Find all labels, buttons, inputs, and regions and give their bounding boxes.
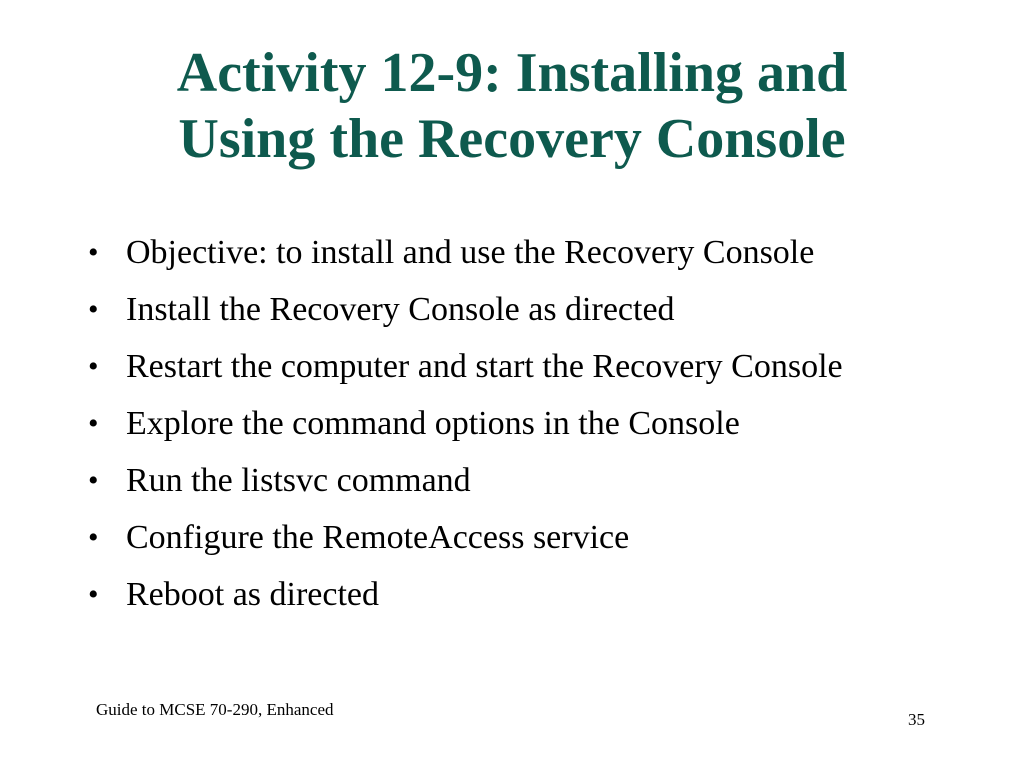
bullet-text: Restart the computer and start the Recovery Console <box>126 348 843 385</box>
bullet-text: Reboot as directed <box>126 576 380 613</box>
bullet-icon: • <box>88 350 99 383</box>
bullet-text: Objective: to install and use the Recovery Console <box>126 234 815 271</box>
bullet-text: Install the Recovery Console as directed <box>126 291 675 328</box>
slide-title <box>0 40 1024 172</box>
bullet-icon: • <box>88 407 99 440</box>
bullet-item <box>86 572 946 618</box>
bullet-item <box>86 401 946 447</box>
bullet-text: Run the listsvc command <box>126 462 471 499</box>
slide-title-line-1: Activity 12-9: Installing and <box>176 42 848 104</box>
footer-text: Guide to MCSE 70-290, Enhanced <box>96 700 334 719</box>
bullet-item <box>86 515 946 561</box>
bullet-icon: • <box>88 578 99 611</box>
bullet-list <box>86 230 946 629</box>
bullet-text: Explore the command options in the Console <box>126 405 740 442</box>
bullet-text: Configure the RemoteAccess service <box>126 519 630 556</box>
bullet-item <box>86 230 946 276</box>
page-number: 35 <box>908 710 925 729</box>
bullet-item <box>86 458 946 504</box>
bullet-item <box>86 344 946 390</box>
bullet-icon: • <box>88 464 99 497</box>
bullet-icon: • <box>88 236 99 269</box>
bullet-icon: • <box>88 521 99 554</box>
slide-title-line-2: Using the Recovery Console <box>178 108 846 170</box>
bullet-item <box>86 287 946 333</box>
bullet-icon: • <box>88 293 99 326</box>
